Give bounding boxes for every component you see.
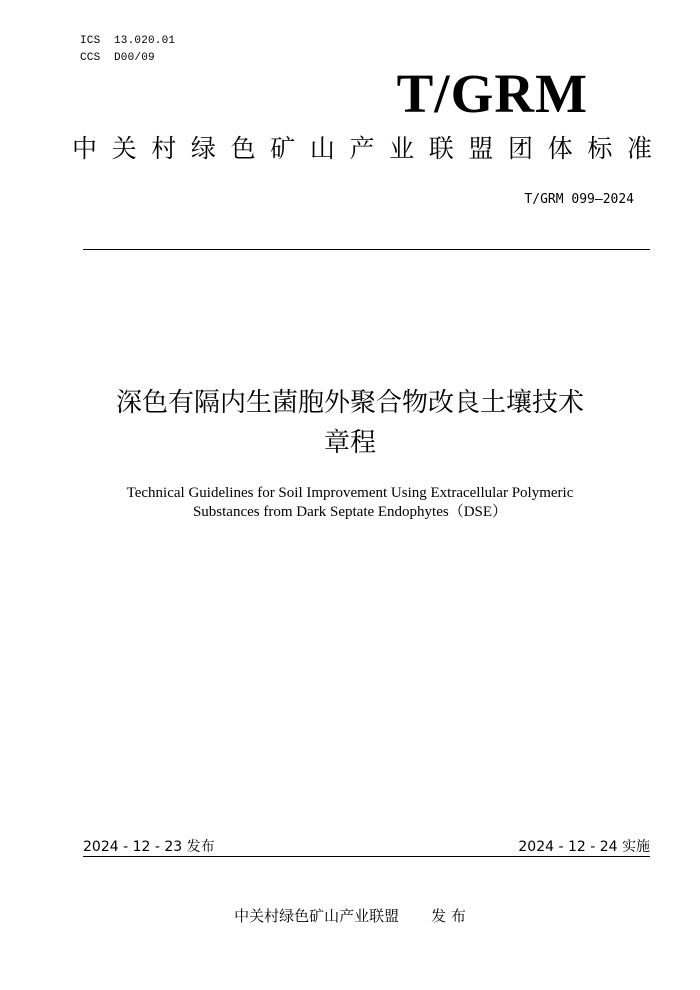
org-char: 村 bbox=[151, 134, 177, 163]
implement-date: 2024 - 12 - 24 实施 bbox=[518, 839, 650, 855]
publish-date: 2024 - 12 - 23 发布 bbox=[83, 839, 215, 855]
org-char: 体 bbox=[547, 134, 573, 163]
title-english-line: Technical Guidelines for Soil Improvement Using Extracellular Polymeric bbox=[126, 485, 574, 501]
publisher-name: 中关村绿色矿山产业联盟 bbox=[234, 907, 400, 925]
publisher-line bbox=[0, 905, 700, 926]
header-divider bbox=[83, 249, 650, 250]
footer-divider bbox=[83, 856, 650, 857]
org-char: 标 bbox=[587, 134, 613, 163]
title-english bbox=[80, 484, 620, 522]
org-char: 关 bbox=[111, 134, 137, 163]
title-chinese-line: 深色有隔内生菌胞外聚合物改良土壤技术 bbox=[115, 388, 584, 418]
title-chinese bbox=[40, 383, 660, 463]
org-char: 准 bbox=[626, 134, 652, 163]
ccs-code: CCS D00/09 bbox=[80, 52, 155, 64]
org-char: 业 bbox=[389, 134, 415, 163]
organization-standard-name bbox=[72, 136, 652, 161]
org-char: 山 bbox=[309, 134, 335, 163]
org-char: 中 bbox=[72, 134, 98, 163]
ics-code: ICS 13.020.01 bbox=[80, 35, 176, 47]
org-char: 盟 bbox=[468, 134, 494, 163]
title-english-line: Substances from Dark Septate Endophytes（DSE） bbox=[192, 504, 508, 520]
org-char: 团 bbox=[508, 134, 534, 163]
title-chinese-line: 章程 bbox=[323, 428, 376, 458]
standard-number: T/GRM 099—2024 bbox=[524, 192, 634, 207]
org-char: 绿 bbox=[190, 134, 216, 163]
org-char: 色 bbox=[230, 134, 256, 163]
org-char: 产 bbox=[349, 134, 375, 163]
org-char: 联 bbox=[428, 134, 454, 163]
publisher-action: 发 布 bbox=[431, 907, 466, 925]
standard-logo: T/GRM bbox=[396, 63, 588, 124]
org-char: 矿 bbox=[270, 134, 296, 163]
